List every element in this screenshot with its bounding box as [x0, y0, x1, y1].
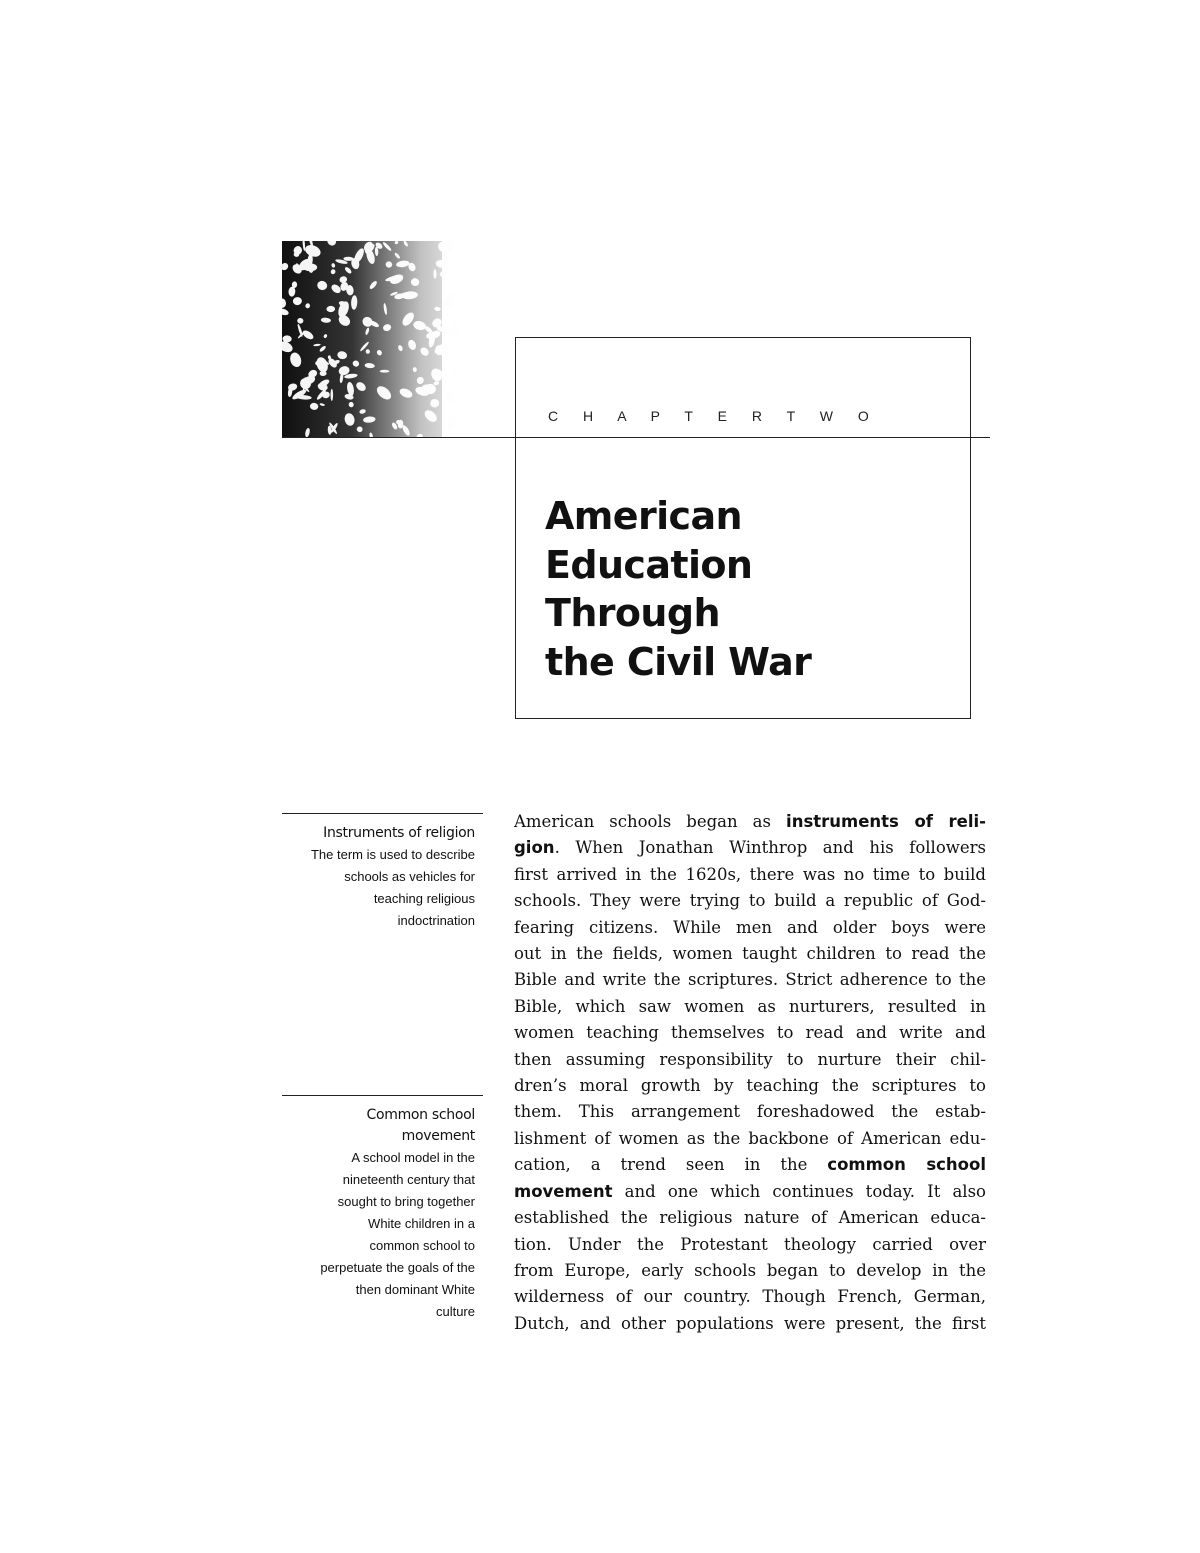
- definition-line: White children in a: [368, 1216, 475, 1231]
- body-text-run: American schools began as: [514, 812, 787, 831]
- body-line: [514, 1179, 986, 1205]
- margin-note-common-school-movement: [282, 1095, 475, 1323]
- body-line: Bible, which saw women as nurturers, resulted in: [514, 996, 986, 1016]
- chapter-title: [545, 492, 811, 686]
- body-line: lishment of women as the backbone of American edu-: [514, 1128, 986, 1148]
- body-line: established the religious nature of American educa-: [514, 1208, 986, 1228]
- chapter-title-line: Education: [545, 542, 753, 587]
- margin-note-term: [282, 1105, 475, 1147]
- definition-line: A school model in the: [351, 1150, 475, 1165]
- definition-line: common school to: [369, 1238, 475, 1253]
- margin-note-rule: [282, 1095, 483, 1096]
- body-line: out in the fields, women taught children to read the: [514, 944, 986, 964]
- key-term-common-school-movement: movement: [514, 1181, 613, 1201]
- term-line: movement: [401, 1128, 475, 1144]
- body-line: first arrived in the 1620s, there was no time to build: [514, 864, 986, 884]
- key-term-instruments-of-religion: instruments of reli-: [786, 812, 987, 831]
- body-text-run: cation, a trend seen in the: [514, 1155, 828, 1175]
- body-line: fearing citizens. While men and older boys were: [514, 917, 986, 937]
- body-line: wilderness of our country. Though French, German,: [514, 1287, 986, 1307]
- definition-line: perpetuate the goals of the: [320, 1260, 475, 1275]
- chapter-title-line: American: [545, 494, 742, 538]
- definition-line: schools as vehicles for: [344, 869, 475, 884]
- definition-line: then dominant White: [355, 1282, 475, 1297]
- definition-line: indoctrination: [397, 913, 475, 928]
- body-text-run: . When Jonathan Winthrop and his followers: [554, 838, 986, 858]
- margin-note-instruments-of-religion: [282, 813, 475, 932]
- term-line: Common school: [366, 1107, 475, 1123]
- margin-note-definition: [282, 1147, 475, 1323]
- body-line: then assuming responsibility to nurture their chil-: [514, 1049, 986, 1069]
- definition-line: nineteenth century that: [342, 1172, 475, 1187]
- key-term-instruments-of-religion: gion: [514, 838, 555, 858]
- definition-line: culture: [435, 1304, 475, 1319]
- body-line: Dutch, and other populations were present, the first: [514, 1313, 986, 1333]
- body-line: [514, 1152, 986, 1178]
- body-line: schools. They were trying to build a republic of God-: [514, 891, 986, 911]
- body-line: Bible and write the scriptures. Strict adherence to the: [514, 970, 986, 990]
- body-line: women teaching themselves to read and write and: [514, 1023, 986, 1043]
- body-line: [514, 835, 986, 861]
- margin-note-term: Instruments of religion: [323, 825, 475, 841]
- chapter-label: C H A P T E R T W O: [548, 408, 880, 424]
- chapter-title-line: Through: [545, 591, 720, 635]
- definition-line: The term is used to describe: [310, 847, 475, 862]
- body-line: dren’s moral growth by teaching the scriptures to: [514, 1076, 986, 1096]
- body-line: [514, 809, 986, 835]
- body-text-run: and one which continues today. It also: [612, 1181, 986, 1201]
- decorative-texture-graphic: [282, 241, 482, 438]
- margin-note-rule: [282, 813, 483, 814]
- margin-note-definition: [282, 844, 475, 932]
- body-line: them. This arrangement foreshadowed the estab-: [514, 1102, 986, 1122]
- chapter-title-line: the Civil War: [545, 639, 812, 684]
- definition-line: teaching religious: [373, 891, 475, 906]
- body-line: tion. Under the Protestant theology carried over: [514, 1234, 986, 1254]
- definition-line: sought to bring together: [337, 1194, 475, 1209]
- body-line: from Europe, early schools began to develop in the: [514, 1260, 986, 1280]
- key-term-common-school-movement: common school: [827, 1155, 986, 1175]
- body-paragraph: [514, 809, 986, 1337]
